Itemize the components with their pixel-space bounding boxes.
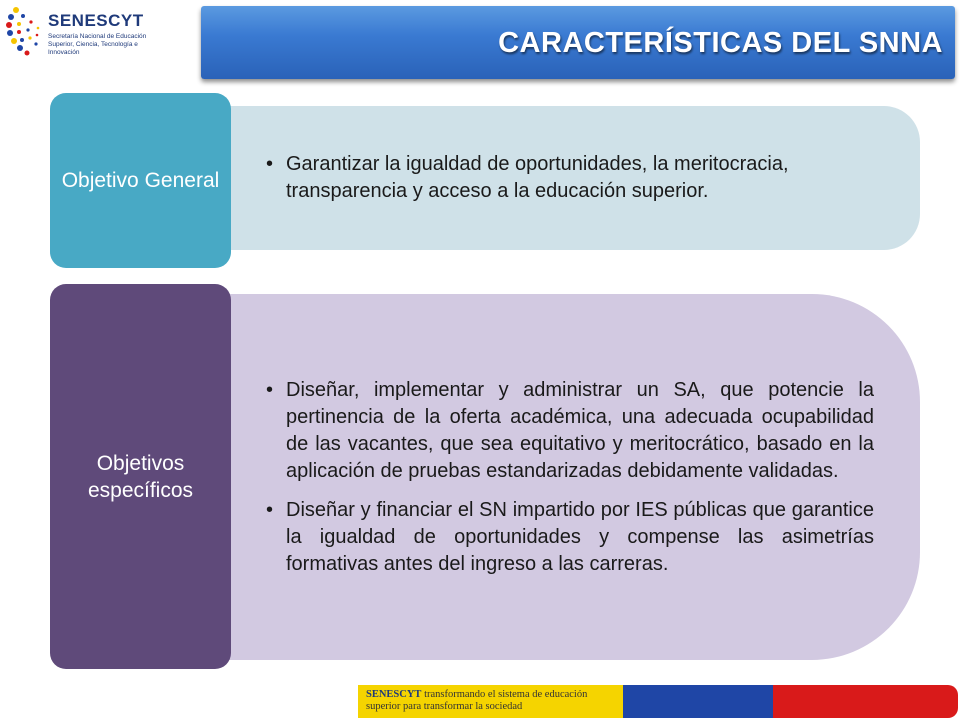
page-title: CARACTERÍSTICAS DEL SNNA bbox=[498, 27, 943, 59]
bullet-list bbox=[260, 377, 874, 578]
flag-red-stripe bbox=[773, 685, 958, 718]
logo-dots-icon bbox=[6, 4, 46, 60]
footer-brand: SENESCYT bbox=[366, 689, 422, 700]
footer-banner bbox=[358, 685, 958, 718]
logo-subtitle: Secretaría Nacional de Educación Superior, Ciencia, Tecnología e Innovación bbox=[48, 33, 147, 56]
objetivo-general-label: Objetivo General bbox=[50, 93, 231, 268]
senescyt-logo bbox=[6, 4, 196, 64]
bullet-item: • Diseñar, implementar y administrar un SA, que potencie la pertinencia de la oferta académica, una adecuada ocupabilidad de las vacantes, que sea equitativo y meritocrático, basado en la aplicación de pruebas estandarizadas debidamente validadas. bbox=[260, 377, 874, 485]
footer-text bbox=[366, 689, 616, 713]
bullet-item: • Diseñar y financiar el SN impartido por IES públicas que garantice la igualdad de oportunidades y compense las asimetrías formativas antes del ingreso a las carreras. bbox=[260, 497, 874, 578]
flag-blue-stripe bbox=[623, 685, 773, 718]
bullet-list bbox=[260, 151, 874, 205]
objetivos-especificos-label: Objetivos específicos bbox=[50, 284, 231, 669]
logo-name: SENESCYT bbox=[48, 11, 144, 30]
bullet-item: • Garantizar la igualdad de oportunidades, la meritocracia, transparencia y acceso a la educación superior. bbox=[260, 151, 874, 205]
objetivo-general-box bbox=[205, 106, 920, 250]
title-banner bbox=[201, 6, 955, 79]
footer-tagline: transformando el sistema de educación superior para transformar la sociedad bbox=[366, 689, 588, 712]
objetivos-especificos-box bbox=[205, 294, 920, 660]
